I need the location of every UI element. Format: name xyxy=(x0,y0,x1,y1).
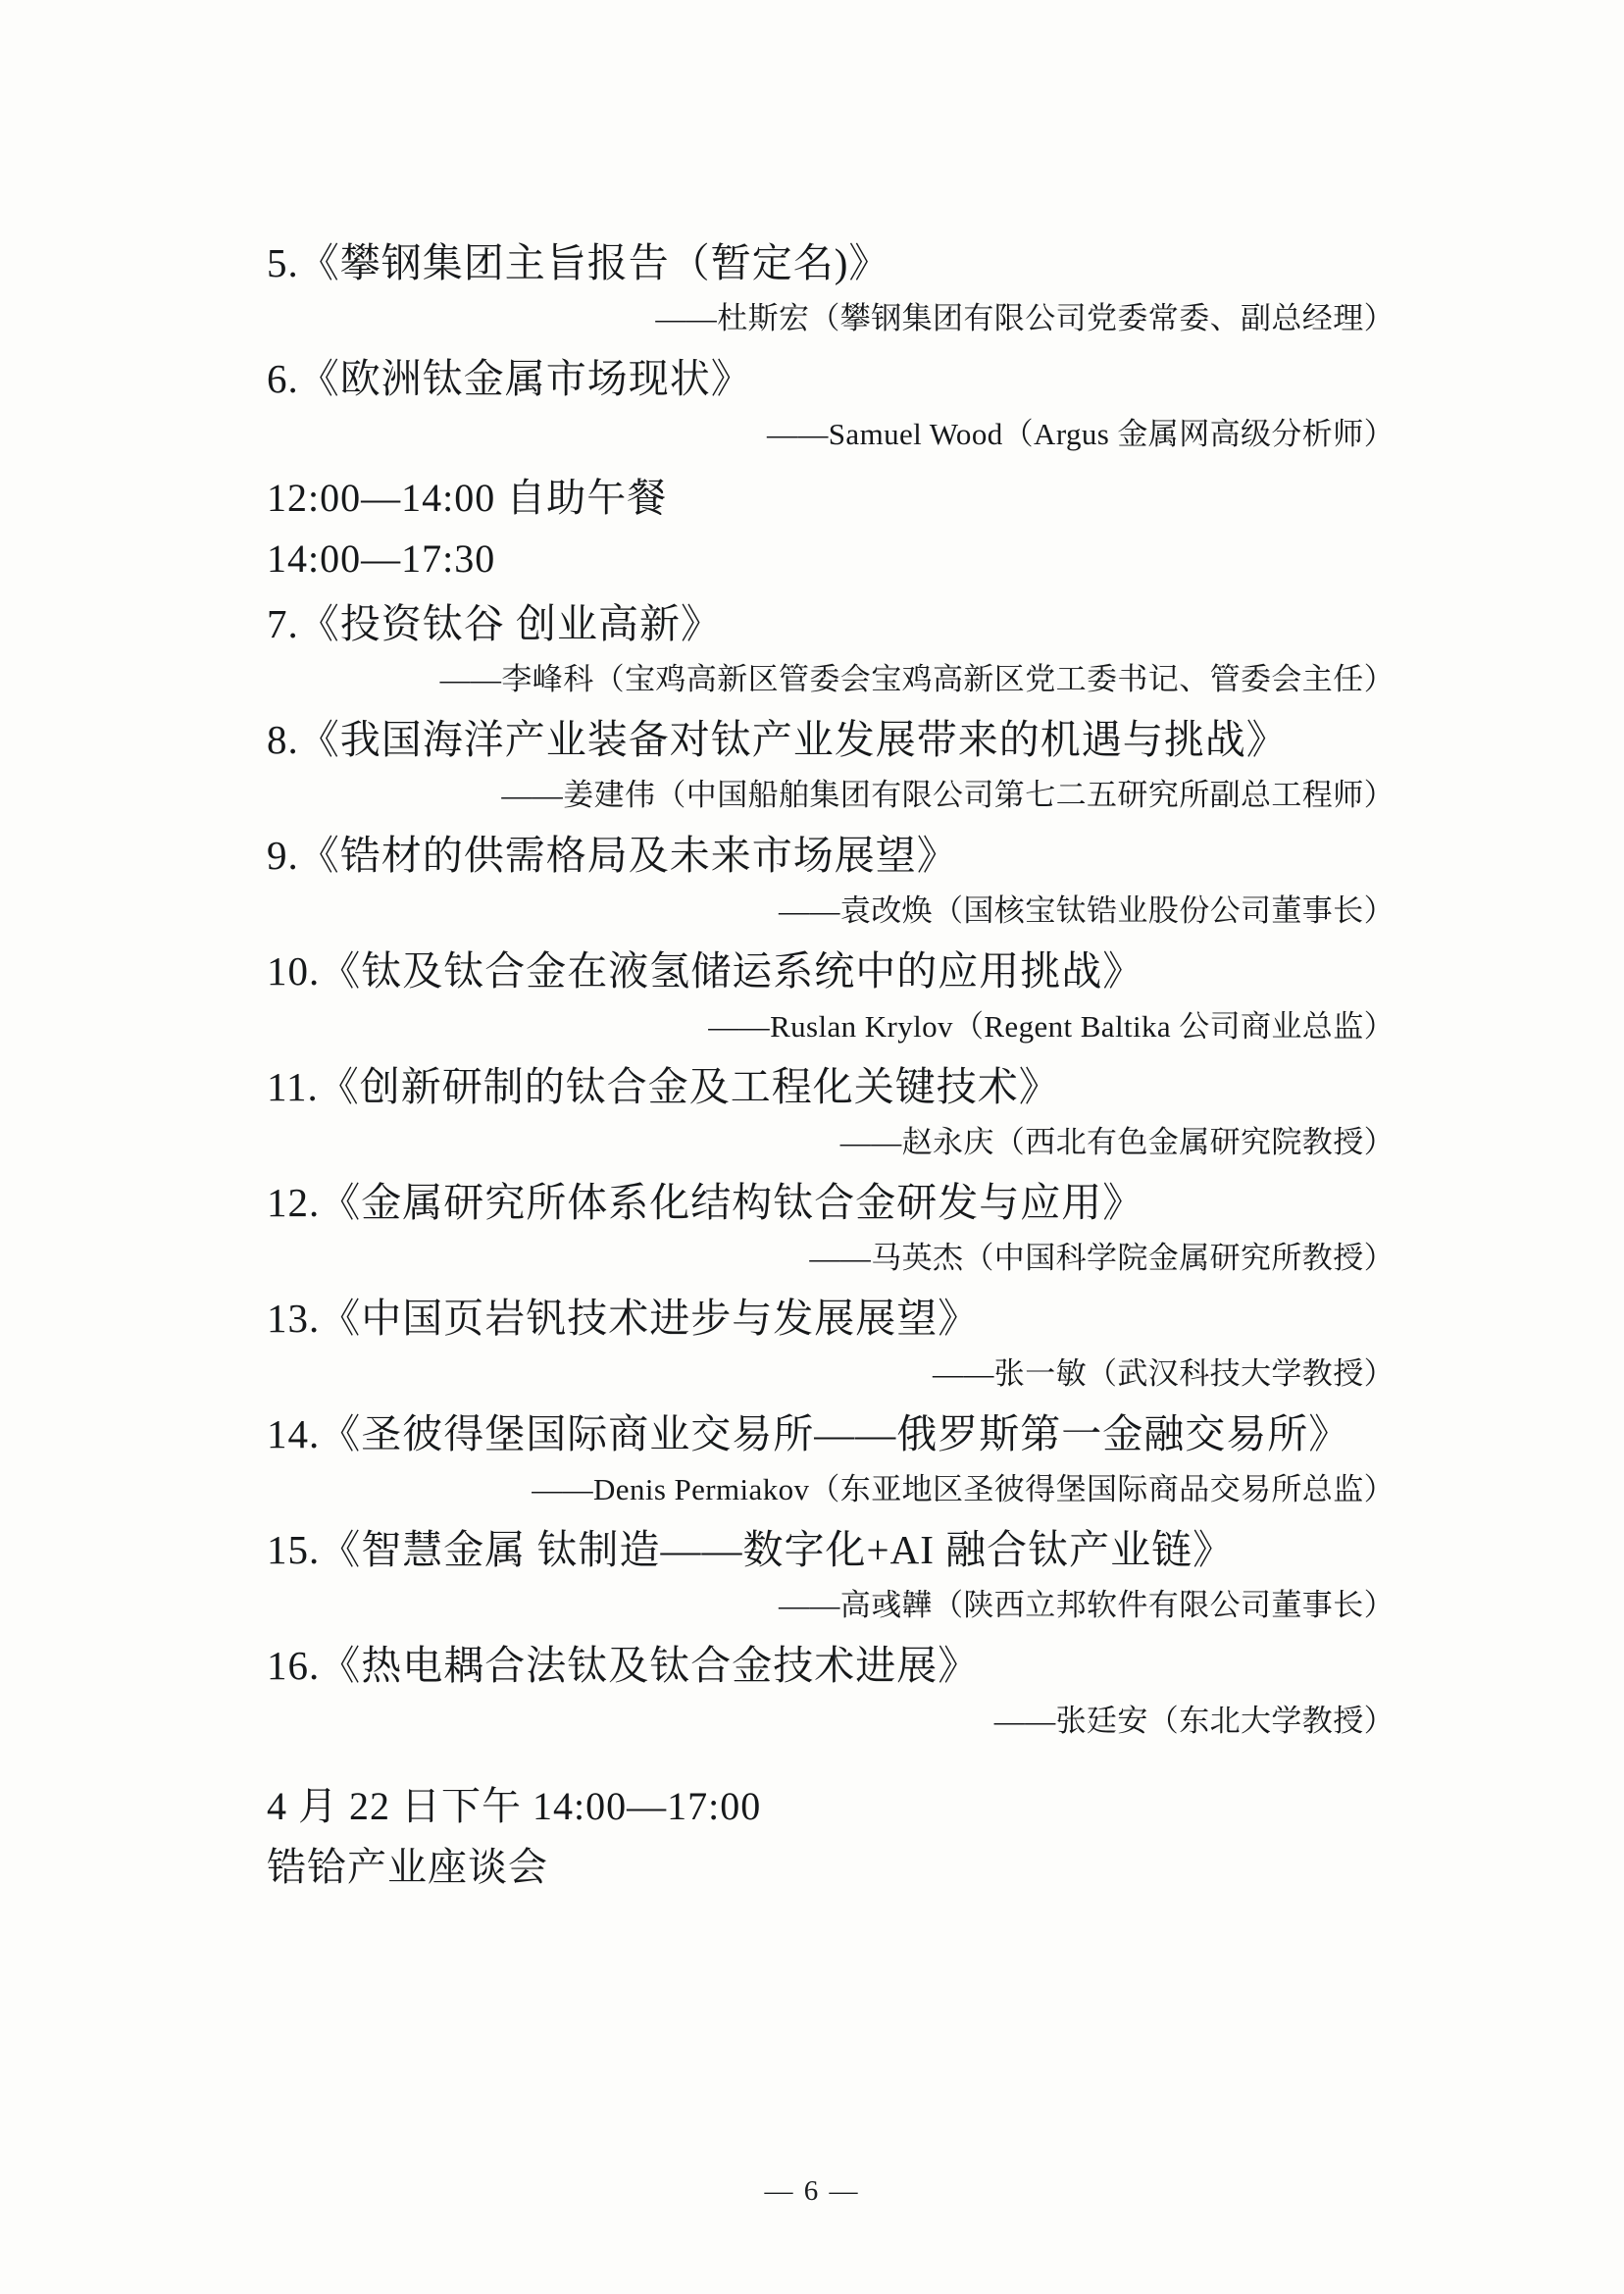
agenda-item-title: 15.《智慧金属 钛制造——数字化+AI 融合钛产业链》 xyxy=(267,1527,1235,1572)
agenda-item-title: 9.《锆材的供需格局及未来市场展望》 xyxy=(267,833,958,878)
agenda-item-title: 6.《欧洲钛金属市场现状》 xyxy=(267,356,752,401)
agenda-item-speaker: ——马英杰（中国科学院金属研究所教授） xyxy=(809,1241,1395,1275)
agenda-item-title: 14.《圣彼得堡国际商业交易所——俄罗斯第一金融交易所》 xyxy=(267,1411,1350,1456)
agenda-item-speaker: ——Ruslan Krylov（Regent Baltika 公司商业总监） xyxy=(708,1009,1395,1044)
agenda-item-speaker: ——李峰科（宝鸡高新区管委会宝鸡高新区党工委书记、管委会主任） xyxy=(439,662,1395,696)
agenda-item-title: 12.《金属研究所体系化结构钛合金研发与应用》 xyxy=(267,1180,1144,1225)
agenda-item-speaker: ——Samuel Wood（Argus 金属网高级分析师） xyxy=(766,417,1395,451)
agenda-item-speaker: ——Denis Permiakov（东亚地区圣彼得堡国际商品交易所总监） xyxy=(532,1472,1395,1506)
agenda-item-title: 16.《热电耦合法钛及钛合金技术进展》 xyxy=(267,1643,980,1688)
schedule-time-afternoon: 14:00—17:30 xyxy=(267,536,496,581)
agenda-item-title: 8.《我国海洋产业装备对钛产业发展带来的机遇与挑战》 xyxy=(267,717,1288,762)
agenda-item-speaker: ——高彧韡（陕西立邦软件有限公司董事长） xyxy=(779,1588,1395,1622)
agenda-item-speaker: ——赵永庆（西北有色金属研究院教授） xyxy=(839,1125,1395,1159)
agenda-content xyxy=(267,240,1395,1889)
session-topic: 锆铪产业座谈会 xyxy=(267,1845,548,1889)
agenda-item-speaker: ——杜斯宏（攀钢集团有限公司党委常委、副总经理） xyxy=(655,301,1395,335)
agenda-item-title: 11.《创新研制的钛合金及工程化关键技术》 xyxy=(267,1064,1060,1109)
agenda-item-title: 10.《钛及钛合金在液氢储运系统中的应用挑战》 xyxy=(267,948,1144,994)
agenda-item-title: 5.《攀钢集团主旨报告（暂定名)》 xyxy=(267,240,890,285)
agenda-item-speaker: ——张一敏（武汉科技大学教授） xyxy=(933,1356,1395,1391)
agenda-item-speaker: ——姜建伟（中国船舶集团有限公司第七二五研究所副总工程师） xyxy=(501,778,1395,812)
agenda-item-speaker: ——袁改焕（国核宝钛锆业股份公司董事长） xyxy=(779,893,1395,928)
page-number: — 6 — xyxy=(764,2175,860,2207)
session-date-heading: 4 月 22 日下午 14:00—17:00 xyxy=(267,1784,762,1828)
agenda-item-speaker: ——张廷安（东北大学教授） xyxy=(993,1704,1395,1738)
agenda-item-title: 13.《中国页岩钒技术进步与发展展望》 xyxy=(267,1296,980,1341)
schedule-time-lunch: 12:00—14:00 自助午餐 xyxy=(267,476,668,520)
agenda-item-title: 7.《投资钛谷 创业高新》 xyxy=(267,601,722,646)
